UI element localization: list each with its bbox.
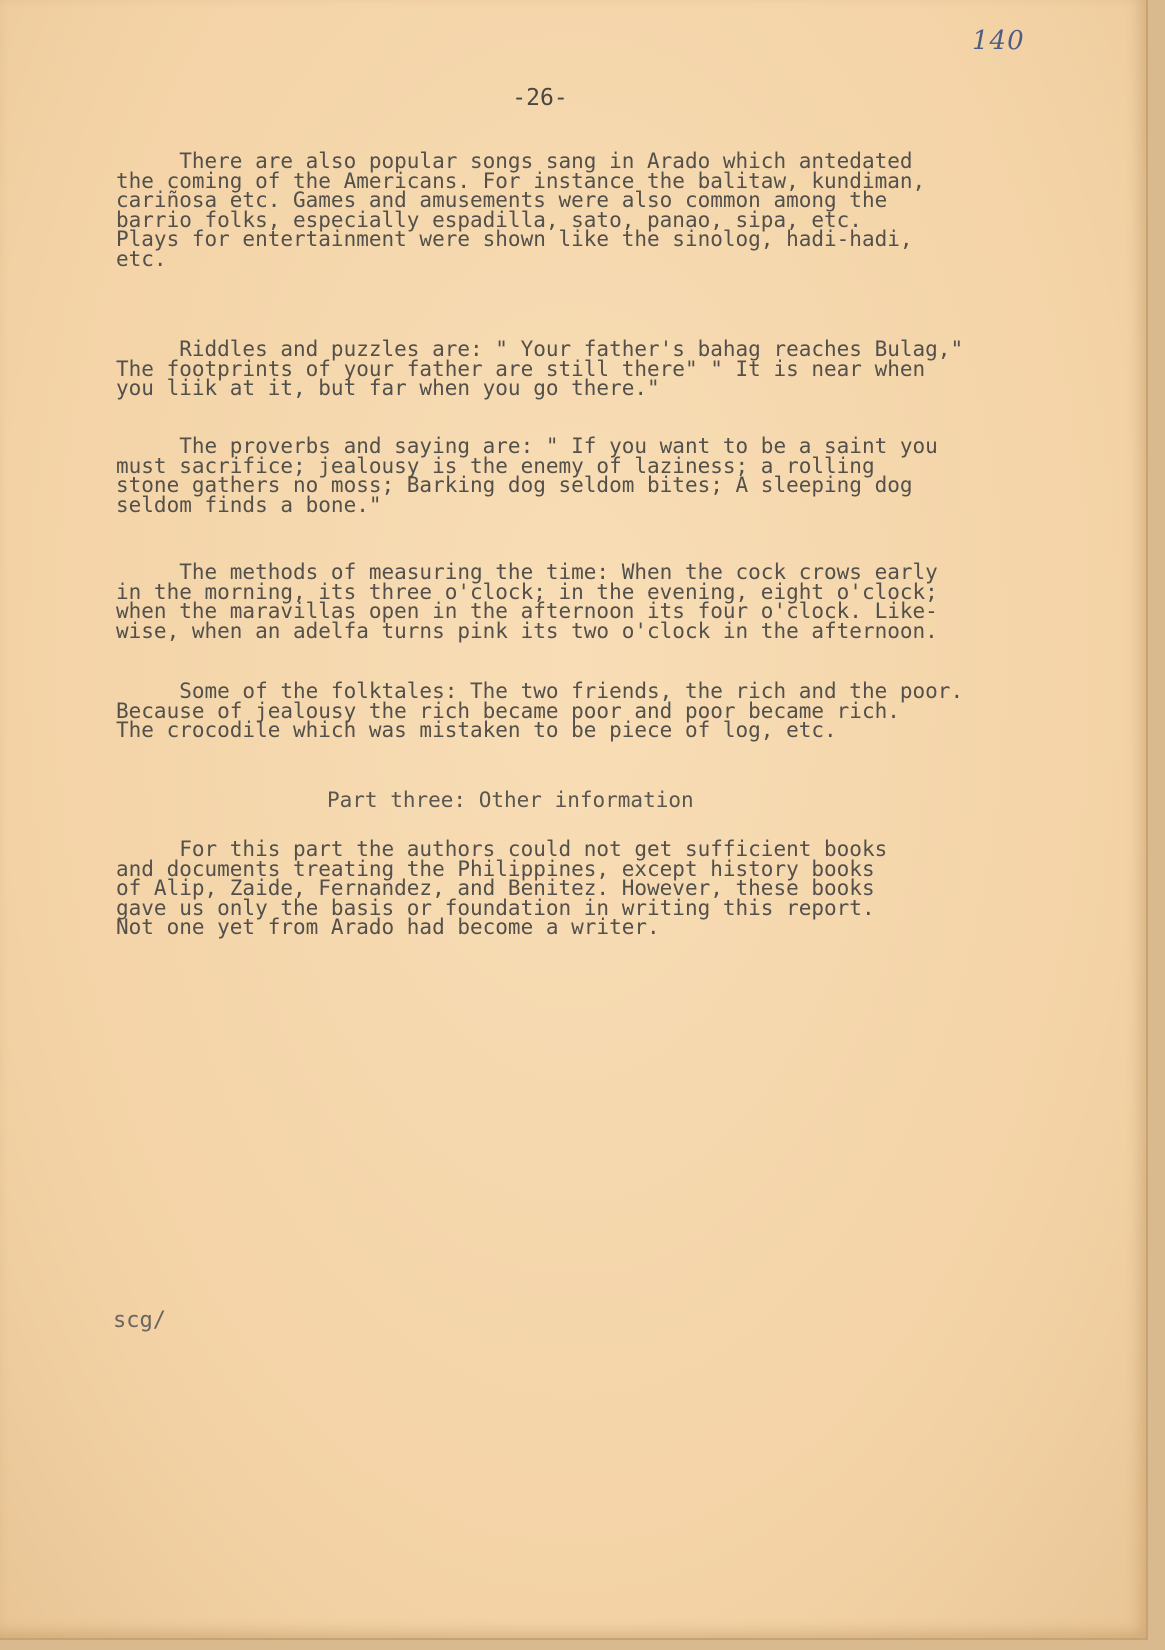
text-line: The footprints of your father are still there" " It is near when: [116, 356, 926, 381]
text-line: Riddles and puzzles are: " Your father's bahag reaches Bulag,": [116, 337, 964, 361]
text-line: of Alip, Zaide, Fernandez, and Benitez. However, these books: [116, 876, 875, 900]
text-line: barrio folks, especially espadilla, sato, panao, sipa, etc.: [116, 207, 862, 232]
section-heading: Part three: Other information: [327, 788, 694, 812]
text-line: etc.: [116, 246, 167, 271]
text-line: There are also popular songs sang in Arado which antedated: [116, 149, 913, 173]
text-line: The methods of measuring the time: When the cock crows early: [116, 560, 938, 584]
page-number: -26-: [512, 85, 568, 111]
text-line: when the maravillas open in the afternoon its four o'clock. Like-: [116, 599, 938, 623]
text-line: Plays for entertainment were shown like the sinolog, hadi-hadi,: [116, 227, 913, 251]
text-line: For this part the authors could not get sufficient books: [116, 837, 888, 861]
text-line: stone gathers no moss; Barking dog seldom bites; A sleeping dog: [116, 473, 913, 497]
text-line: Not one yet from Arado had become a writer.: [116, 915, 660, 939]
text-line: gave us only the basis or foundation in writing this report.: [116, 895, 875, 920]
text-line: and documents treating the Philippines, except history books: [116, 856, 875, 881]
paragraph-proverbs: [116, 434, 938, 517]
text-line: you liik at it, but far when you go there.": [116, 376, 660, 400]
text-line: in the morning, its three o'clock; in the evening, eight o'clock;: [116, 579, 938, 604]
text-line: cariñosa etc. Games and amusements were also common among the: [116, 188, 888, 212]
text-line: Some of the folktales: The two friends, the rich and the poor.: [116, 679, 964, 703]
text-line: the coming of the Americans. For instance the balitaw, kundiman,: [116, 168, 926, 193]
text-line: must sacrifice; jealousy is the enemy of laziness; a rolling: [116, 453, 875, 478]
paragraph-songs-games: [116, 149, 926, 271]
text-line: Because of jealousy the rich became poor and poor became rich.: [116, 698, 900, 723]
text-line: wise, when an adelfa turns pink its two o'clock in the afternoon.: [116, 618, 938, 643]
paragraph-other-information: [116, 837, 888, 939]
handwritten-page-number: 140: [972, 26, 1025, 56]
text-line: The proverbs and saying are: " If you want to be a saint you: [116, 434, 938, 458]
paragraph-measuring-time: [116, 560, 938, 643]
typist-initials: scg/: [113, 1308, 166, 1333]
text-line: The crocodile which was mistaken to be piece of log, etc.: [116, 718, 837, 742]
paragraph-riddles: [116, 337, 964, 400]
paragraph-folktales: [116, 679, 964, 742]
text-line: seldom finds a bone.": [116, 492, 382, 517]
